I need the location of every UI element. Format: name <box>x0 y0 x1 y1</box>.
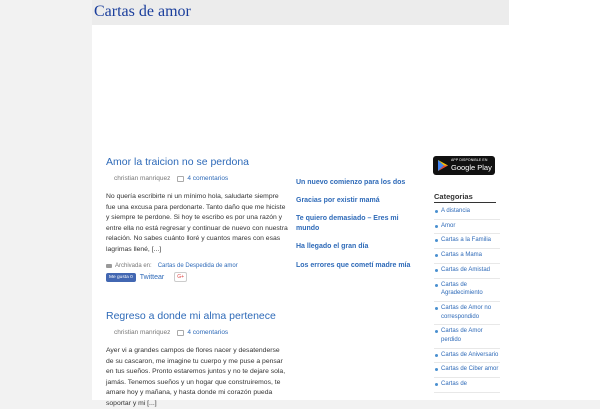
post-title[interactable]: Regreso a donde mi alma pertenece <box>106 310 276 322</box>
post-meta <box>106 329 288 336</box>
post-author[interactable]: christian manriquez <box>114 329 171 336</box>
category-item[interactable]: Amor <box>434 220 500 235</box>
category-item[interactable]: Cartas de Amor perdido <box>434 325 500 348</box>
category-item[interactable]: A distancia <box>434 205 500 220</box>
google-play-badge[interactable] <box>433 156 495 175</box>
category-item[interactable]: Cartas de Aniversario <box>434 349 500 364</box>
category-item[interactable]: Cartas de Agradecimiento <box>434 279 500 302</box>
categories-list <box>434 205 500 393</box>
site-header <box>92 0 509 25</box>
recent-posts-list <box>296 178 412 271</box>
recent-post-link[interactable]: Un nuevo comienzo para los dos <box>296 179 406 186</box>
google-play-icon <box>438 160 448 171</box>
author-icon <box>106 176 111 181</box>
author-icon <box>106 330 111 335</box>
share-row <box>106 272 288 282</box>
post-1 <box>106 156 288 282</box>
category-item[interactable]: Cartas de Amistad <box>434 264 500 279</box>
post-excerpt: No quería escribirte ni un mínimo hola, saludarte siempre fue una excusa para perdonarte. Tanto daño que me hiciste y siempre te perdone. Si hoy te escribo es por una razón y entre ella no está regresar y continuar de nuevo con nuestra relación. No sabes cuánto lloré y cuantos mares con esas lagrimas llené, [...] <box>106 193 288 253</box>
site-title[interactable]: Cartas de amor <box>94 3 191 20</box>
comment-icon <box>177 330 184 336</box>
facebook-like-button[interactable]: Me gusta 0 <box>106 273 136 282</box>
post-category-link[interactable]: Cartas de Despedida de amor <box>157 263 238 269</box>
recent-post-link[interactable]: Te quiero demasiado – Eres mi mundo <box>296 215 399 232</box>
archived-label: Archivada en: <box>115 263 152 269</box>
post-category-row <box>106 263 288 269</box>
post-excerpt: Ayer vi a grandes campos de flores nacer y desatenderse de su cascaron, me imagine tu cuerpo y me puse a pensar en tus sueños. Pronto estaremos juntos y no te dejare sola, jamás. Tenemos sueños y un hogar que construiremos, te amare hoy y mañana, y hasta donde mi corazón pueda soportar y mi [...] <box>106 347 286 407</box>
recent-post-link[interactable]: Gracias por existir mamá <box>296 197 380 204</box>
category-item[interactable]: Cartas a la Familia <box>434 234 500 249</box>
folder-icon <box>106 264 112 268</box>
google-play-label: Google Play <box>451 163 492 172</box>
categories-heading: Categorias <box>434 192 473 201</box>
google-play-caption: APP DISPONIBLE EN <box>451 158 488 162</box>
twitter-button[interactable]: Twittear <box>139 273 165 281</box>
recent-post-link[interactable]: Los errores que cometí madre mía <box>296 262 411 269</box>
post-2 <box>106 310 288 409</box>
google-plus-button[interactable]: G+ <box>174 272 187 282</box>
comment-icon <box>177 176 184 182</box>
category-item[interactable]: Cartas de Amor no correspondido <box>434 302 500 325</box>
post-meta <box>106 175 288 182</box>
category-item[interactable]: Cartas de <box>434 378 500 393</box>
post-title[interactable]: Amor la traicion no se perdona <box>106 156 249 168</box>
post-comments-link[interactable]: 4 comentarios <box>187 329 229 336</box>
post-comments-link[interactable]: 4 comentarios <box>187 175 229 182</box>
category-item[interactable]: Cartas a Mama <box>434 249 500 264</box>
category-item[interactable]: Cartas de Ciber amor <box>434 363 500 378</box>
post-author[interactable]: christian manriquez <box>114 175 171 182</box>
recent-post-link[interactable]: Ha llegado el gran día <box>296 243 369 250</box>
right-margin <box>509 0 600 400</box>
categories-divider <box>434 202 496 203</box>
